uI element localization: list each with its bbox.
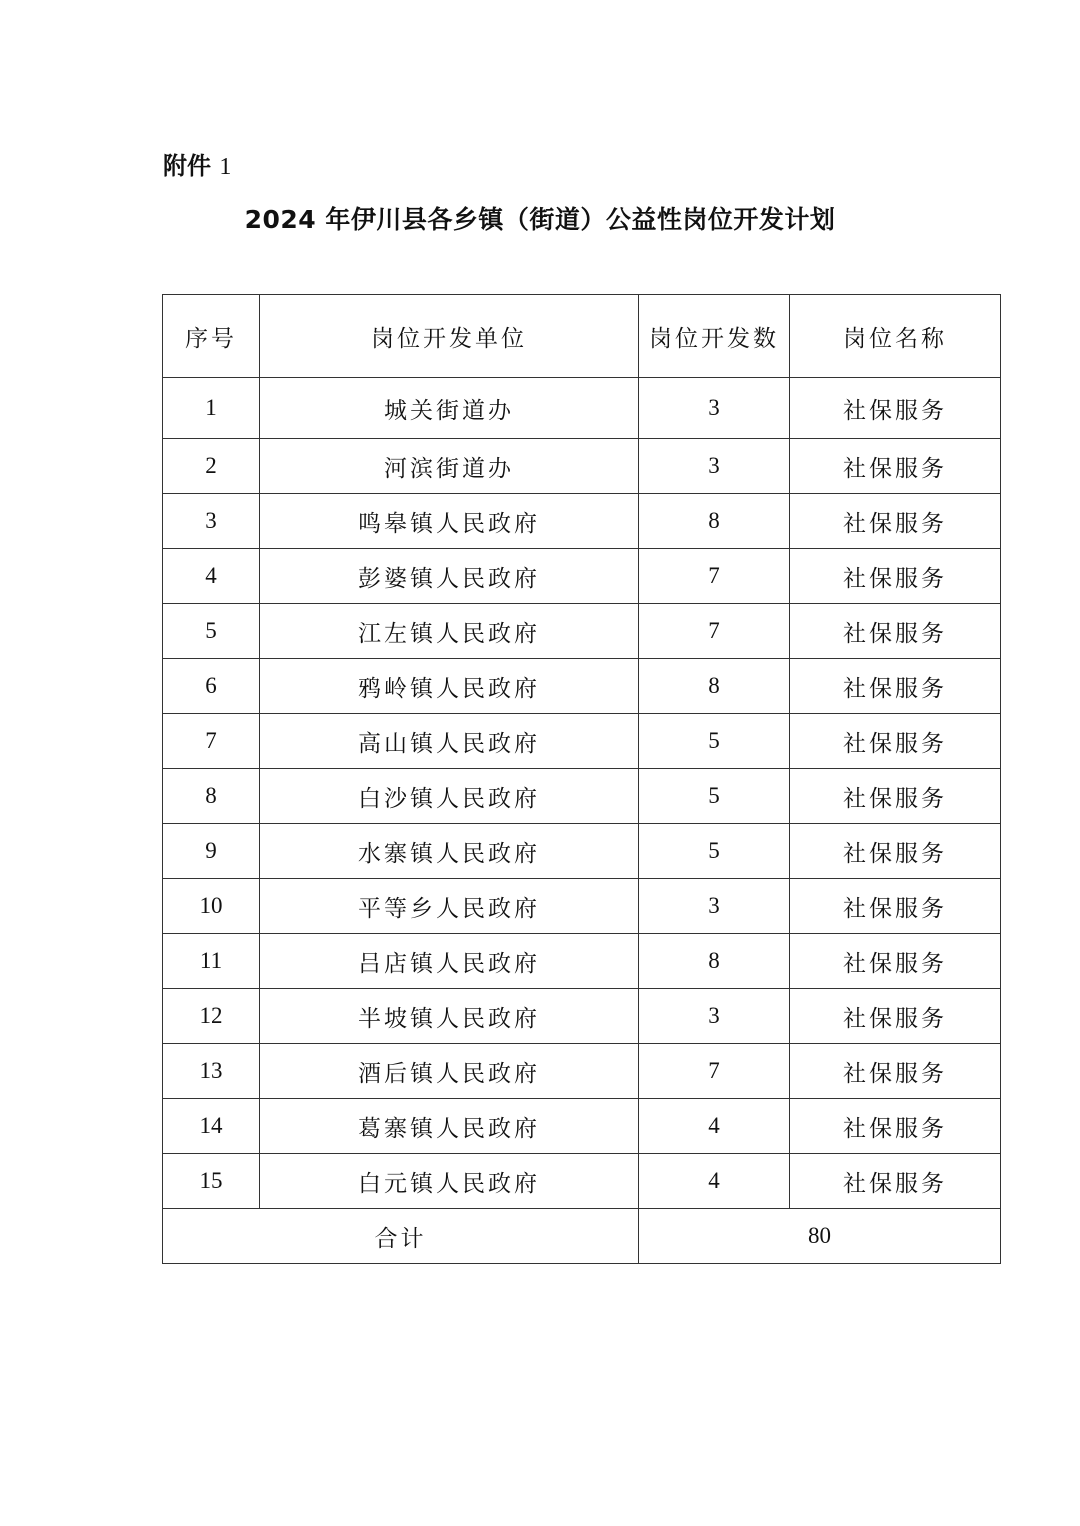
table-row: [163, 549, 1001, 604]
table-row: [163, 769, 1001, 824]
cell-name: 社保服务: [790, 989, 1001, 1044]
cell-unit: 鸦岭镇人民政府: [260, 659, 639, 714]
cell-count: 3: [639, 439, 790, 494]
cell-name: 社保服务: [790, 879, 1001, 934]
table-row: [163, 494, 1001, 549]
table-row: [163, 989, 1001, 1044]
cell-name: 社保服务: [790, 494, 1001, 549]
cell-index: 6: [163, 659, 260, 714]
table-total-row: [163, 1209, 1001, 1264]
cell-name: 社保服务: [790, 1044, 1001, 1099]
cell-name: 社保服务: [790, 824, 1001, 879]
cell-count: 3: [639, 989, 790, 1044]
cell-unit: 半坡镇人民政府: [260, 989, 639, 1044]
total-value: 80: [639, 1209, 1001, 1264]
table-row: [163, 1099, 1001, 1154]
table-header-row: [163, 295, 1001, 378]
cell-name: 社保服务: [790, 659, 1001, 714]
cell-name: 社保服务: [790, 1154, 1001, 1209]
cell-index: 1: [163, 378, 260, 439]
cell-unit: 河滨街道办: [260, 439, 639, 494]
cell-count: 3: [639, 378, 790, 439]
cell-name: 社保服务: [790, 439, 1001, 494]
cell-unit: 城关街道办: [260, 378, 639, 439]
cell-index: 15: [163, 1154, 260, 1209]
cell-index: 7: [163, 714, 260, 769]
cell-index: 9: [163, 824, 260, 879]
cell-name: 社保服务: [790, 604, 1001, 659]
cell-unit: 彭婆镇人民政府: [260, 549, 639, 604]
cell-index: 3: [163, 494, 260, 549]
cell-unit: 白沙镇人民政府: [260, 769, 639, 824]
cell-unit: 白元镇人民政府: [260, 1154, 639, 1209]
cell-index: 2: [163, 439, 260, 494]
cell-unit: 高山镇人民政府: [260, 714, 639, 769]
table-row: [163, 714, 1001, 769]
cell-index: 8: [163, 769, 260, 824]
table-row: [163, 604, 1001, 659]
cell-name: 社保服务: [790, 378, 1001, 439]
header-unit: 岗位开发单位: [260, 295, 639, 378]
cell-count: 5: [639, 824, 790, 879]
table-row: [163, 439, 1001, 494]
cell-count: 8: [639, 494, 790, 549]
cell-unit: 平等乡人民政府: [260, 879, 639, 934]
cell-count: 7: [639, 549, 790, 604]
header-index: 序号: [163, 295, 260, 378]
cell-name: 社保服务: [790, 934, 1001, 989]
attachment-label: [163, 148, 231, 185]
cell-unit: 水寨镇人民政府: [260, 824, 639, 879]
cell-unit: 酒后镇人民政府: [260, 1044, 639, 1099]
cell-name: 社保服务: [790, 769, 1001, 824]
total-label: 合计: [163, 1209, 639, 1264]
table-row: [163, 824, 1001, 879]
cell-count: 7: [639, 1044, 790, 1099]
plan-table: [162, 294, 1001, 1264]
table-body: [163, 378, 1001, 1209]
cell-count: 5: [639, 769, 790, 824]
table-row: [163, 879, 1001, 934]
table-row: [163, 934, 1001, 989]
attachment-text: 附件: [163, 152, 211, 180]
attachment-number: 1: [219, 154, 232, 180]
cell-count: 4: [639, 1099, 790, 1154]
cell-index: 4: [163, 549, 260, 604]
cell-index: 11: [163, 934, 260, 989]
cell-name: 社保服务: [790, 1099, 1001, 1154]
cell-index: 12: [163, 989, 260, 1044]
cell-name: 社保服务: [790, 549, 1001, 604]
cell-unit: 吕店镇人民政府: [260, 934, 639, 989]
cell-count: 7: [639, 604, 790, 659]
cell-count: 8: [639, 659, 790, 714]
cell-unit: 鸣皋镇人民政府: [260, 494, 639, 549]
cell-index: 14: [163, 1099, 260, 1154]
cell-name: 社保服务: [790, 714, 1001, 769]
cell-unit: 葛寨镇人民政府: [260, 1099, 639, 1154]
cell-index: 10: [163, 879, 260, 934]
table-row: [163, 1154, 1001, 1209]
table-row: [163, 378, 1001, 439]
table-row: [163, 659, 1001, 714]
cell-count: 8: [639, 934, 790, 989]
cell-index: 5: [163, 604, 260, 659]
cell-count: 3: [639, 879, 790, 934]
cell-count: 5: [639, 714, 790, 769]
document-title: 2024 年伊川县各乡镇（街道）公益性岗位开发计划: [244, 205, 836, 234]
header-name: 岗位名称: [790, 295, 1001, 378]
cell-count: 4: [639, 1154, 790, 1209]
cell-index: 13: [163, 1044, 260, 1099]
table-row: [163, 1044, 1001, 1099]
cell-unit: 江左镇人民政府: [260, 604, 639, 659]
header-count: 岗位开发数: [639, 295, 790, 378]
